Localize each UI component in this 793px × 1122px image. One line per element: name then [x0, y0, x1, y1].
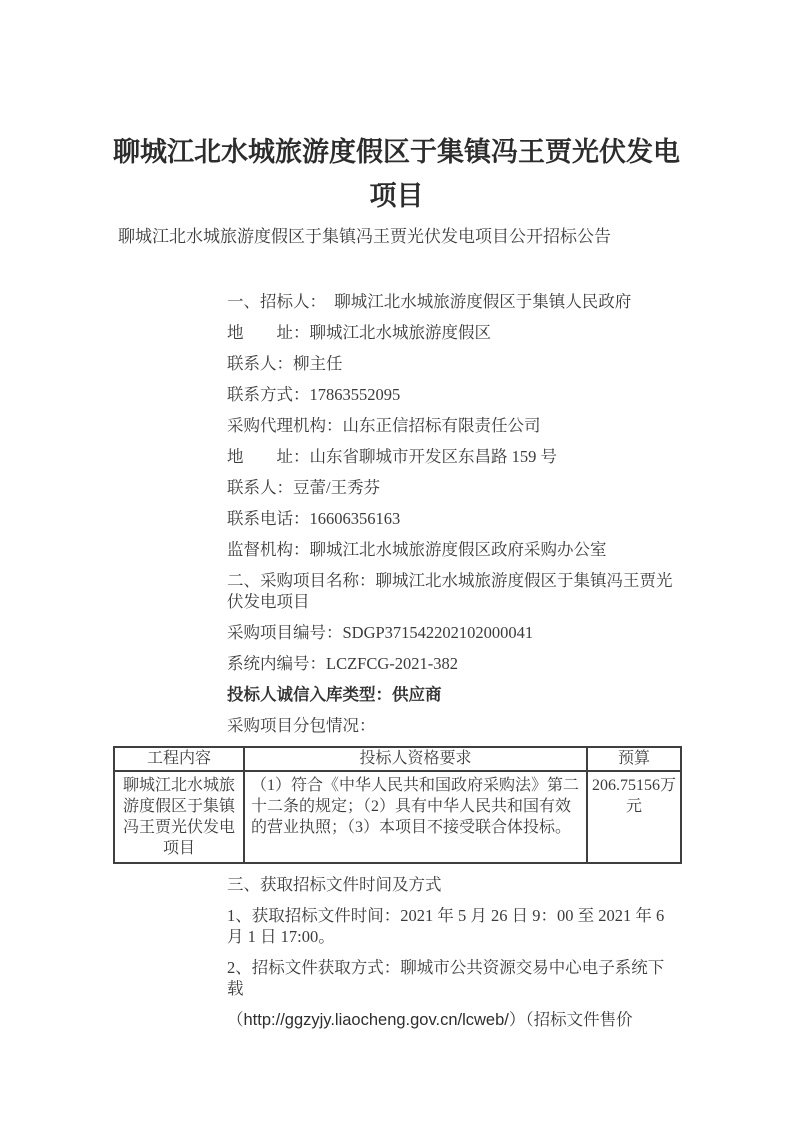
agency-line: 采购代理机构：山东正信招标有限责任公司: [227, 416, 541, 435]
url-paren-open: （: [227, 1010, 244, 1029]
url-line-suffix: ）（招标文件售价: [508, 1010, 633, 1029]
integrity-type-line: 投标人诚信入库类型：供应商: [227, 685, 442, 704]
system-number-line: 系统内编号：LCZFCG-2021-382: [227, 654, 458, 673]
supervisor-line: 监督机构：聊城江北水城旅游度假区政府采购办公室: [227, 540, 607, 559]
download-url-line: [227, 1009, 678, 1031]
notice-body-continued: [227, 874, 678, 1031]
agency-phone-line: 联系电话：16606356163: [227, 509, 401, 528]
budget-cell: 206.75156万元: [587, 771, 681, 863]
document-title-line-1: 聊城江北水城旅游度假区于集镇冯王贾光伏发电: [113, 137, 680, 167]
table-row: [114, 771, 681, 863]
subpackage-line: 采购项目分包情况：: [227, 716, 376, 735]
col-header-qualification: 投标人资格要求: [244, 747, 587, 771]
col-header-project-content: 工程内容: [114, 747, 244, 771]
tenderer-contact-person-line: 联系人：柳主任: [227, 354, 343, 373]
package-table: [113, 746, 682, 864]
notice-body: [227, 291, 678, 736]
announcement-subtitle: 聊城江北水城旅游度假区于集镇冯王贾光伏发电项目公开招标公告: [118, 227, 611, 246]
project-name-line: 二、采购项目名称：聊城江北水城旅游度假区于集镇冯王贾光伏发电项目: [227, 571, 673, 611]
doc-time-line: 1、获取招标文件时间：2021 年 5 月 26 日 9：00 至 2021 年 6 月 1 日 17:00。: [227, 906, 669, 946]
tenderer-line: 一、招标人： 聊城江北水城旅游度假区于集镇人民政府: [227, 292, 632, 311]
agency-address-line: 地 址：山东省聊城市开发区东昌路 159 号: [227, 447, 557, 466]
tenderer-contact-method-line: 联系方式：17863552095: [227, 385, 401, 404]
doc-method-line: 2、招标文件获取方式：聊城市公共资源交易中心电子系统下载: [227, 958, 665, 998]
download-url: http://ggzyjy.liaocheng.gov.cn/lcweb/: [243, 1011, 509, 1029]
agency-contact-person-line: 联系人：豆蕾/王秀芬: [227, 478, 381, 497]
qualification-cell: （1）符合《中华人民共和国政府采购法》第二十二条的规定；（2）具有中华人民共和国有效的营业执照；（3）本项目不接受联合体投标。: [244, 771, 587, 863]
section-three-heading: 三、获取招标文件时间及方式: [227, 875, 442, 894]
project-number-line: 采购项目编号：SDGP371542202102000041: [227, 623, 534, 642]
col-header-budget: 预算: [587, 747, 681, 771]
table-header-row: [114, 747, 681, 771]
project-content-cell: 聊城江北水城旅游度假区于集镇冯王贾光伏发电项目: [114, 771, 244, 863]
document-title: [107, 130, 687, 218]
document-title-line-2: 项目: [369, 181, 424, 211]
tenderer-address-line: 地 址：聊城江北水城旅游度假区: [227, 323, 491, 342]
